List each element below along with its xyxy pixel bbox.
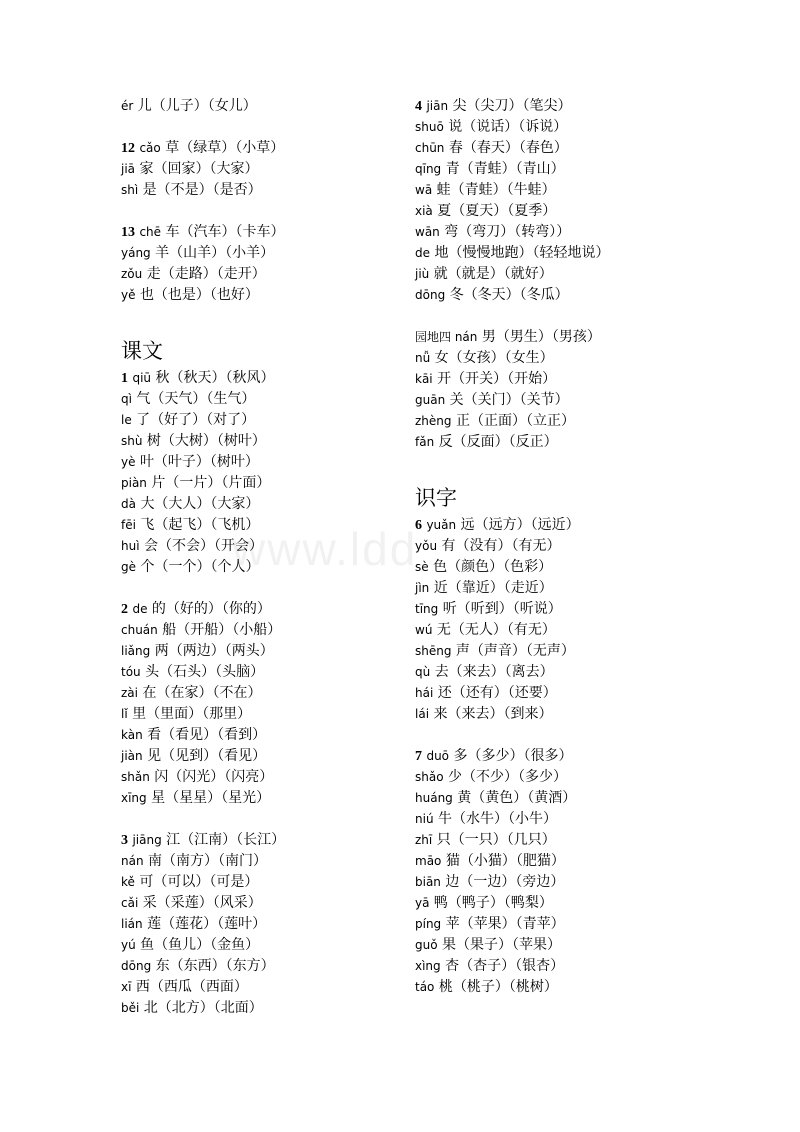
character-words: 去（来去）（离去） (434, 664, 554, 680)
spacer (121, 201, 401, 222)
pinyin: piàn (121, 476, 147, 490)
character-words: 星（星星）（星光） (151, 790, 271, 806)
character-words: 就（就是）（就好） (433, 266, 553, 282)
pinyin: xīng (121, 791, 147, 805)
vocab-line (415, 830, 745, 851)
vocab-line (121, 935, 401, 956)
character-words: 反（反面）（反正） (438, 434, 558, 450)
pinyin: fēi (121, 518, 136, 532)
vocab-line (415, 683, 745, 704)
spacer (121, 306, 401, 334)
pinyin: yā (415, 896, 430, 910)
right-column (415, 96, 745, 998)
pinyin: jiān (426, 99, 449, 113)
pinyin: chuán (121, 623, 158, 637)
pinyin: zài (121, 686, 138, 700)
pinyin: lián (121, 917, 143, 931)
pinyin: huì (121, 539, 140, 553)
character-words: 飞（起飞）（飞机） (140, 517, 260, 533)
vocab-line (415, 956, 745, 977)
character-words: 近（靠近）（走近） (433, 580, 553, 596)
vocab-line (121, 431, 401, 452)
character-words: 个（一个）（个人） (140, 559, 260, 575)
vocab-line (415, 914, 745, 935)
character-words: 走（走路）（走开） (146, 266, 266, 282)
section-heading: 识字 (415, 486, 457, 510)
character-words: 声（声音）（无声） (455, 643, 575, 659)
vocab-line (415, 159, 745, 180)
character-words: 秋（秋天）（秋风） (155, 370, 275, 386)
character-words: 大（大人）（大家） (140, 496, 260, 512)
character-words: 猫（小猫）（肥猫） (445, 853, 565, 869)
pinyin: 园地四 nán (415, 330, 478, 344)
character-words: 家（回家）（大家） (139, 161, 259, 177)
vocab-line (415, 348, 745, 369)
pinyin: biān (415, 875, 441, 889)
pinyin: běi (121, 1001, 140, 1015)
pinyin: lǐ (121, 707, 128, 721)
character-words: 女（女孩）（女生） (434, 350, 554, 366)
lesson-number: 3 (121, 833, 128, 848)
vocab-line (415, 369, 745, 390)
pinyin: xià (415, 204, 433, 218)
pinyin: dōng (121, 959, 152, 973)
vocab-line (121, 662, 401, 683)
pinyin: zhèng (415, 414, 452, 428)
pinyin: qīng (415, 162, 442, 176)
vocab-line (415, 243, 745, 264)
vocab-line (415, 872, 745, 893)
pinyin: niú (415, 812, 434, 826)
pinyin: yǒu (415, 539, 438, 553)
vocab-line (415, 180, 745, 201)
pinyin: xìng (415, 959, 441, 973)
character-words: 色（颜色）（色彩） (433, 559, 553, 575)
character-words: 只（一只）（几只） (436, 832, 556, 848)
character-words: 可（可以）（可是） (139, 874, 259, 890)
character-words: 冬（冬天）（冬瓜） (449, 287, 569, 303)
character-words: 地（慢慢地跑）（轻轻地说） (434, 245, 610, 261)
vocab-line (415, 851, 745, 872)
vocab-line (121, 620, 401, 641)
pinyin: jiāng (132, 833, 162, 847)
character-words: 也（也是）（也好） (139, 287, 259, 303)
character-words: 会（不会）（开会） (144, 538, 263, 554)
vocab-line (121, 725, 401, 746)
pinyin: wā (415, 183, 433, 197)
pinyin: jiù (415, 267, 430, 281)
lesson-number: 12 (121, 141, 135, 156)
vocab-line (415, 704, 745, 725)
pinyin: yè (121, 455, 136, 469)
character-words: 苹（苹果）（青苹） (445, 916, 565, 932)
character-words: 莲（莲花）（莲叶） (147, 916, 267, 932)
character-words: 蛙（青蛙）（牛蛙） (436, 182, 556, 198)
vocab-line (121, 767, 401, 788)
vocab-line (121, 494, 401, 515)
vocab-line (415, 767, 745, 788)
spacer (415, 725, 745, 746)
vocab-line (121, 851, 401, 872)
vocab-line (121, 368, 401, 389)
vocab-line (415, 557, 745, 578)
pinyin: tīng (415, 602, 439, 616)
vocab-line (415, 746, 745, 767)
character-words: 说（说话）（诉说） (448, 119, 568, 135)
pinyin: kě (121, 875, 135, 889)
pinyin: cǎi (121, 896, 139, 910)
pinyin: māo (415, 854, 442, 868)
vocab-line (121, 389, 401, 410)
pinyin: chē (139, 225, 162, 239)
vocab-line (121, 746, 401, 767)
character-words: 桃（桃子）（桃树） (438, 979, 558, 995)
character-words: 南（南方）（南门） (148, 853, 268, 869)
character-words: 儿（儿子）（女儿） (137, 98, 257, 114)
character-words: 多（多少）（很多） (453, 748, 573, 764)
pinyin: shù (121, 434, 143, 448)
vocab-line (415, 977, 745, 998)
pinyin: de (132, 602, 148, 616)
vocab-line (121, 683, 401, 704)
vocab-line (415, 809, 745, 830)
character-words: 远（远方）（远近） (460, 517, 580, 533)
character-words: 开（开关）（开始） (437, 371, 557, 387)
character-words: 听（听到）（听说） (442, 601, 562, 617)
character-words: 头（石头）（头脑） (145, 664, 265, 680)
vocab-line (121, 138, 401, 159)
vocab-line (415, 285, 745, 306)
pinyin: shǎo (415, 770, 444, 784)
vocab-line (415, 201, 745, 222)
pinyin: zǒu (121, 267, 143, 281)
character-words: 闪（闪光）（闪亮） (154, 769, 274, 785)
vocab-line (121, 159, 401, 180)
vocab-line (121, 180, 401, 201)
vocab-line (415, 138, 745, 159)
pinyin: kāi (415, 372, 433, 386)
vocab-line (121, 788, 401, 809)
vocab-line (121, 830, 401, 851)
vocab-line (415, 893, 745, 914)
pinyin: tóu (121, 665, 141, 679)
character-words: 还（还有）（还要） (437, 685, 557, 701)
character-words: 有（没有）（有无） (441, 538, 561, 554)
vocab-line (121, 914, 401, 935)
spacer (121, 578, 401, 599)
vocab-line (121, 893, 401, 914)
character-words: 两（两边）（两头） (154, 643, 274, 659)
character-words: 羊（山羊）（小羊） (155, 245, 275, 261)
vocab-line (415, 662, 745, 683)
vocab-line (415, 411, 745, 432)
pinyin: cǎo (139, 141, 161, 155)
pinyin: guān (415, 393, 446, 407)
character-words: 无（无人）（有无） (436, 622, 556, 638)
pinyin: qiū (132, 371, 152, 385)
vocab-line (415, 515, 745, 536)
lesson-number: 13 (121, 225, 135, 240)
character-words: 果（果子）（苹果） (442, 937, 562, 953)
vocab-line (121, 410, 401, 431)
pinyin: nán (121, 854, 144, 868)
vocab-line (415, 96, 745, 117)
pinyin: jìn (415, 581, 430, 595)
pinyin: shēng (415, 644, 452, 658)
character-words: 关（关门）（关节） (449, 392, 569, 408)
vocab-line (415, 432, 745, 453)
vocab-line (121, 285, 401, 306)
lesson-number: 1 (121, 371, 128, 386)
vocab-line (121, 222, 401, 243)
pinyin: lái (415, 707, 430, 721)
pinyin: dōng (415, 288, 446, 302)
lesson-number: 4 (415, 99, 422, 114)
pinyin: dà (121, 497, 136, 511)
vocab-line (121, 264, 401, 285)
pinyin: gè (121, 560, 136, 574)
pinyin: sè (415, 560, 429, 574)
character-words: 尖（尖刀）（笔尖） (452, 98, 572, 114)
character-words: 船（开船）（小船） (162, 622, 282, 638)
character-words: 片（一片）（片面） (151, 475, 271, 491)
character-words: 的（好的）（你的） (151, 601, 271, 617)
spacer (121, 809, 401, 830)
pinyin: kàn (121, 728, 143, 742)
vocab-line (415, 578, 745, 599)
pinyin: shuō (415, 120, 444, 134)
character-words: 西（西瓜（西面） (135, 979, 248, 995)
vocab-line (415, 620, 745, 641)
vocab-line (415, 935, 745, 956)
pinyin: zhī (415, 833, 433, 847)
pinyin: qì (121, 392, 132, 406)
pinyin: duō (426, 749, 450, 763)
character-words: 春（春天）（春色） (448, 140, 568, 156)
character-words: 黄（黄色）（黄酒） (457, 790, 577, 806)
pinyin: le (121, 413, 132, 427)
pinyin: jiàn (121, 749, 143, 763)
character-words: 草（绿草）（小草） (165, 140, 285, 156)
character-words: 见（见到）（看见） (147, 748, 267, 764)
character-words: 弯（弯刀）（转弯）） (444, 224, 571, 240)
pinyin: yě (121, 288, 136, 302)
vocab-line (121, 473, 401, 494)
character-words: 北（北方）（北面） (143, 1000, 263, 1016)
spacer (415, 306, 745, 327)
character-words: 夏（夏天）（夏季） (437, 203, 557, 219)
spacer (121, 117, 401, 138)
character-words: 叶（叶子）（树叶） (139, 454, 259, 470)
pinyin: guǒ (415, 938, 438, 952)
pinyin: hái (415, 686, 434, 700)
pinyin: píng (415, 917, 442, 931)
vocab-line (415, 390, 745, 411)
vocab-line (121, 243, 401, 264)
vocab-line (415, 641, 745, 662)
watermark: www.ldd (232, 523, 418, 575)
character-words: 边（一边）（旁边） (445, 874, 565, 890)
pinyin: yáng (121, 246, 151, 260)
character-words: 鱼（鱼儿）（金鱼） (140, 937, 260, 953)
pinyin: qù (415, 665, 431, 679)
vocab-line (415, 264, 745, 285)
vocab-line (121, 998, 401, 1019)
vocab-line (121, 96, 401, 117)
pinyin: nǚ (415, 351, 431, 365)
character-words: 里（里面）（那里） (132, 706, 252, 722)
pinyin: xī (121, 980, 132, 994)
character-words: 在（在家）（不在） (142, 685, 262, 701)
character-words: 来（来去）（到来） (433, 706, 553, 722)
character-words: 正（正面）（立正） (455, 413, 575, 429)
character-words: 树（大树）（树叶） (146, 433, 266, 449)
vocab-line (415, 327, 745, 348)
pinyin: fǎn (415, 435, 435, 449)
pinyin: wān (415, 225, 440, 239)
vocab-line (121, 704, 401, 725)
character-words: 了（好了）（对了） (136, 412, 256, 428)
pinyin: shǎn (121, 770, 150, 784)
lesson-number: 2 (121, 602, 128, 617)
pinyin: de (415, 246, 430, 260)
character-words: 看（看见）（看到） (147, 727, 267, 743)
spacer (415, 453, 745, 481)
character-words: 气（天气）（生气） (136, 391, 256, 407)
pinyin: yú (121, 938, 136, 952)
pinyin: liǎng (121, 644, 151, 658)
pinyin: chūn (415, 141, 445, 155)
pinyin: wú (415, 623, 433, 637)
character-words: 鸭（鸭子）（鸭梨） (433, 895, 553, 911)
vocab-line (415, 222, 745, 243)
vocab-line (415, 599, 745, 620)
character-words: 是（不是）（是否） (142, 182, 262, 198)
lesson-number: 6 (415, 518, 422, 533)
pinyin: táo (415, 980, 435, 994)
vocab-line (121, 452, 401, 473)
pinyin: jiā (121, 162, 136, 176)
section-heading: 课文 (121, 339, 163, 363)
character-words: 江（江南）（长江） (166, 832, 286, 848)
vocab-line (415, 117, 745, 138)
vocab-line (121, 872, 401, 893)
character-words: 男（男生）（男孩） (481, 329, 601, 345)
pinyin: shì (121, 183, 139, 197)
vocab-line (121, 956, 401, 977)
character-words: 牛（水牛）（小牛） (438, 811, 557, 827)
pinyin: ér (121, 99, 134, 113)
character-words: 采（采莲）（风采） (142, 895, 262, 911)
character-words: 青（青蛙）（青山） (445, 161, 565, 177)
pinyin: yuǎn (426, 518, 457, 532)
vocab-line (415, 788, 745, 809)
lesson-number: 7 (415, 749, 422, 764)
character-words: 车（汽车）（卡车） (165, 224, 285, 240)
vocab-line (121, 641, 401, 662)
character-words: 杏（杏子）（银杏） (445, 958, 565, 974)
character-words: 东（东西）（东方） (155, 958, 275, 974)
vocab-line (121, 599, 401, 620)
vocab-line (121, 977, 401, 998)
character-words: 少（不少）（多少） (448, 769, 568, 785)
pinyin: huáng (415, 791, 453, 805)
vocab-line (415, 536, 745, 557)
